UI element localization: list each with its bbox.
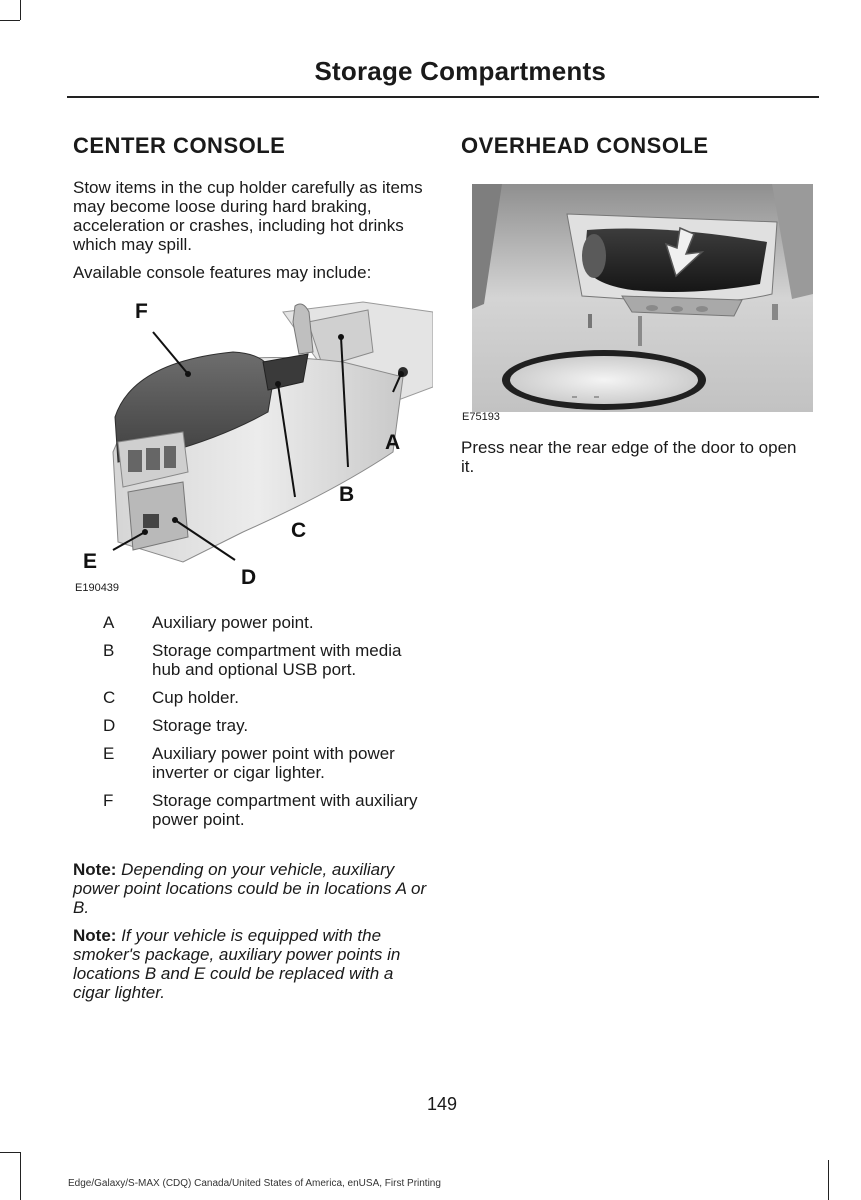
crop-mark: [0, 20, 20, 21]
center-console-illustration: [73, 292, 433, 597]
legend-text: Storage tray.: [152, 716, 249, 735]
legend-key: C: [103, 688, 116, 707]
callout-f-label: F: [135, 300, 148, 323]
note-text: Depending on your vehicle, auxiliary power point locations could be in locations A or B.: [73, 860, 427, 917]
note-text: If your vehicle is equipped with the smoker's package, auxiliary power points in locations B and E could be replaced with a cigar lighter.: [73, 926, 401, 1002]
callout-d-label: D: [241, 566, 257, 589]
legend-item-c: [73, 688, 428, 707]
legend-item-b: [73, 641, 428, 679]
footer-edition: Edge/Galaxy/S-MAX (CDQ) Canada/United States of America, enUSA, First Printing: [68, 1178, 441, 1189]
callout-e-label: E: [83, 550, 98, 573]
overhead-console-heading: OVERHEAD CONSOLE: [461, 133, 709, 158]
note-label: Note:: [73, 860, 117, 879]
legend-item-f: [73, 791, 428, 829]
overhead-console-instruction: Press near the rear edge of the door to open it.: [461, 438, 797, 476]
center-console-intro: Stow items in the cup holder carefully as items may become loose during hard braking, acceleration or crashes, including hot drinks which may spill.: [73, 178, 423, 254]
legend-text: Cup holder.: [152, 688, 239, 707]
legend-text: Auxiliary power point with power inverter or cigar lighter.: [152, 744, 395, 782]
page-title: Storage Compartments: [314, 56, 606, 86]
feature-legend: [73, 613, 428, 829]
legend-text: Storage compartment with media hub and optional USB port.: [152, 641, 402, 679]
center-console-figure: [73, 292, 433, 597]
page-number: 149: [426, 1094, 458, 1114]
legend-key: A: [103, 613, 115, 632]
legend-text: Storage compartment with auxiliary power point.: [152, 791, 418, 829]
legend-item-d: [73, 716, 428, 735]
callout-a-label: A: [385, 431, 401, 454]
console-features-intro: Available console features may include:: [73, 263, 372, 282]
center-console-figure-code: E190439: [75, 582, 120, 594]
legend-key: B: [103, 641, 115, 660]
crop-mark: [20, 1152, 21, 1200]
overhead-console-figure-code: E75193: [462, 411, 500, 423]
crop-mark: [0, 1152, 20, 1153]
legend-item-a: [73, 613, 428, 632]
overhead-console-figure: [472, 184, 813, 412]
note-smokers-package: [73, 926, 428, 1002]
legend-text: Auxiliary power point.: [152, 613, 314, 632]
note-power-point-locations: [73, 860, 428, 917]
center-console-heading: CENTER CONSOLE: [73, 133, 286, 158]
crop-mark: [20, 0, 21, 20]
crop-mark: [828, 1160, 829, 1200]
legend-key: D: [103, 716, 116, 735]
overhead-console-photo: [472, 184, 813, 412]
callout-b-label: B: [339, 483, 355, 506]
legend-key: F: [103, 791, 114, 810]
header-rule: [67, 96, 819, 98]
legend-item-e: [73, 744, 428, 782]
note-label: Note:: [73, 926, 117, 945]
legend-key: E: [103, 744, 115, 763]
callout-c-label: C: [291, 519, 307, 542]
